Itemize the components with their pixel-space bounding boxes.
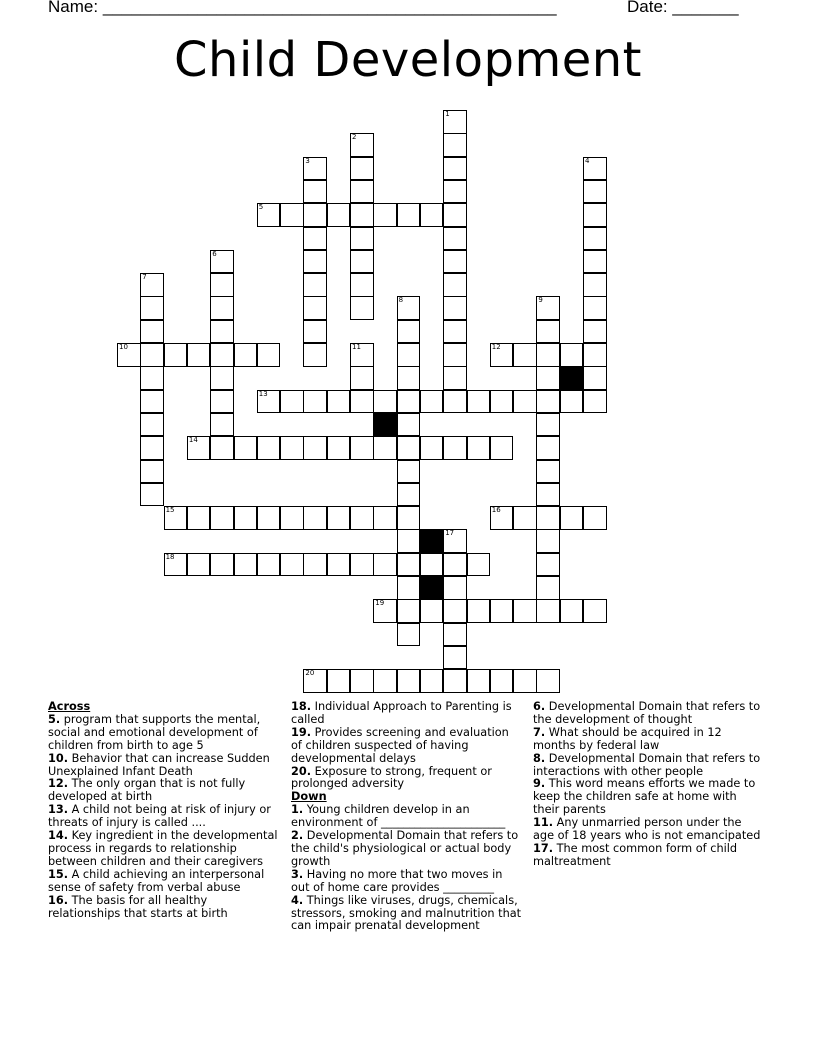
page-title: Child Development	[174, 32, 642, 88]
grid-cell[interactable]	[397, 203, 421, 227]
grid-cell[interactable]	[303, 436, 327, 460]
grid-cell[interactable]	[443, 110, 467, 134]
grid-cell[interactable]	[373, 553, 397, 577]
grid-cell[interactable]	[536, 483, 560, 507]
grid-cell[interactable]	[303, 273, 327, 297]
grid-cell[interactable]	[303, 506, 327, 530]
across-heading: Across	[48, 700, 91, 713]
grid-cell[interactable]	[397, 343, 421, 367]
grid-cell[interactable]	[490, 390, 514, 414]
grid-cell[interactable]	[560, 599, 584, 623]
grid-cell[interactable]	[490, 436, 514, 460]
clue-across-14: 14. Key ingredient in the developmental process in regards to relationship between children and their caregivers	[48, 829, 278, 868]
grid-cell[interactable]	[164, 553, 188, 577]
grid-cell[interactable]	[467, 553, 491, 577]
grid-cell[interactable]	[536, 413, 560, 437]
grid-cell[interactable]	[350, 133, 374, 157]
grid-cell[interactable]	[140, 436, 164, 460]
clue-number-16: 16	[491, 506, 501, 515]
clue-column-1	[48, 701, 280, 920]
clue-down-9: 9. This word means efforts we made to keep the children safe at home with their parents	[533, 777, 756, 817]
grid-cell[interactable]	[303, 669, 327, 693]
grid-cell[interactable]	[536, 506, 560, 530]
grid-cell[interactable]	[536, 460, 560, 484]
grid-cell[interactable]	[583, 506, 607, 530]
clue-across-10: 10. Behavior that can increase Sudden Unexplained Infant Death	[48, 751, 270, 778]
grid-cell[interactable]	[490, 599, 514, 623]
grid-cell[interactable]	[443, 599, 467, 623]
grid-cell[interactable]	[443, 133, 467, 157]
grid-cell[interactable]	[210, 320, 234, 344]
grid-cell[interactable]	[536, 599, 560, 623]
grid-cell[interactable]	[420, 436, 444, 460]
grid-cell[interactable]	[350, 506, 374, 530]
clue-across-18: 18. Individual Approach to Parenting is called	[291, 700, 512, 726]
grid-cell[interactable]	[303, 320, 327, 344]
grid-cell[interactable]	[583, 273, 607, 297]
grid-cell[interactable]	[397, 553, 421, 577]
grid-cell[interactable]	[397, 669, 421, 693]
grid-cell[interactable]	[443, 180, 467, 204]
grid-cell[interactable]	[443, 320, 467, 344]
grid-cell[interactable]	[397, 623, 421, 647]
grid-cell[interactable]	[397, 529, 421, 553]
grid-cell[interactable]	[210, 436, 234, 460]
clue-down-8: 8. Developmental Domain that refers to interactions with other people	[533, 751, 761, 778]
clue-number-19: 19	[375, 599, 385, 608]
clue-across-13: 13. A child not being at risk of injury or threats of injury is called ....	[48, 803, 271, 830]
grid-cell[interactable]	[303, 296, 327, 320]
clue-number-2: 2	[352, 133, 357, 142]
grid-cell[interactable]	[350, 436, 374, 460]
grid-cell[interactable]	[490, 506, 514, 530]
grid-cell[interactable]	[397, 460, 421, 484]
grid-cell[interactable]	[443, 669, 467, 693]
grid-cell[interactable]	[234, 343, 258, 367]
clue-across-5: 5. program that supports the mental, social and emotional development of children from birth to age 5	[48, 712, 261, 752]
grid-cell[interactable]	[536, 366, 560, 390]
grid-cell[interactable]	[373, 599, 397, 623]
clue-number-11: 11	[352, 343, 361, 351]
grid-cell[interactable]	[140, 483, 164, 507]
grid-cell[interactable]	[536, 296, 560, 320]
grid-cell[interactable]	[280, 390, 304, 414]
clue-number-1: 1	[445, 110, 450, 118]
grid-cell[interactable]	[280, 553, 304, 577]
grid-cell[interactable]	[373, 506, 397, 530]
clue-across-20: 20. Exposure to strong, frequent or prolonged adversity	[291, 764, 492, 791]
grid-cell[interactable]	[467, 436, 491, 460]
black-cell	[560, 366, 584, 390]
grid-cell[interactable]	[350, 203, 374, 227]
grid-cell[interactable]	[397, 436, 421, 460]
grid-cell[interactable]	[140, 390, 164, 414]
grid-cell[interactable]	[257, 436, 281, 460]
grid-cell[interactable]	[210, 390, 234, 414]
clue-column-2	[291, 701, 523, 933]
grid-cell[interactable]	[350, 343, 374, 367]
grid-cell[interactable]	[560, 506, 584, 530]
grid-cell[interactable]	[443, 296, 467, 320]
clue-number-3: 3	[305, 156, 310, 165]
grid-cell[interactable]	[443, 529, 467, 553]
grid-cell[interactable]	[467, 390, 491, 414]
grid-cell[interactable]	[467, 599, 491, 623]
grid-cell[interactable]	[420, 390, 444, 414]
grid-cell[interactable]	[210, 413, 234, 437]
grid-cell[interactable]	[327, 436, 351, 460]
grid-cell[interactable]	[420, 599, 444, 623]
clue-number-9: 9	[538, 296, 543, 305]
clue-number-7: 7	[142, 273, 147, 282]
grid-cell[interactable]	[350, 390, 374, 414]
grid-cell[interactable]	[303, 157, 327, 181]
grid-cell[interactable]	[234, 436, 258, 460]
name-line[interactable]: ________________________________________________	[102, 0, 557, 16]
grid-cell[interactable]	[443, 157, 467, 181]
grid-cell[interactable]	[397, 390, 421, 414]
grid-cell[interactable]	[303, 203, 327, 227]
grid-cell[interactable]	[350, 296, 374, 320]
grid-cell[interactable]	[420, 669, 444, 693]
grid-cell[interactable]	[257, 553, 281, 577]
grid-cell[interactable]	[257, 506, 281, 530]
grid-cell[interactable]	[140, 413, 164, 437]
grid-cell[interactable]	[210, 366, 234, 390]
grid-cell[interactable]	[280, 436, 304, 460]
grid-cell[interactable]	[397, 366, 421, 390]
grid-cell[interactable]	[373, 390, 397, 414]
clue-number-17: 17	[445, 529, 455, 538]
grid-cell[interactable]	[536, 343, 560, 367]
grid-cell[interactable]	[164, 343, 188, 367]
grid-cell[interactable]	[583, 180, 607, 204]
grid-cell[interactable]	[303, 553, 327, 577]
grid-cell[interactable]	[210, 250, 234, 274]
date-line[interactable]: _______	[672, 0, 739, 16]
clue-across-12: 12. The only organ that is not fully developed at birth	[48, 777, 246, 804]
grid-cell[interactable]	[350, 553, 374, 577]
grid-cell[interactable]	[117, 343, 141, 367]
grid-cell[interactable]	[327, 553, 351, 577]
grid-cell[interactable]	[583, 390, 607, 414]
grid-cell[interactable]	[140, 296, 164, 320]
clue-down-1: 1. Young children develop in an environment of ______________________	[291, 803, 506, 830]
name-label: Name:	[48, 0, 99, 16]
grid-cell[interactable]	[397, 320, 421, 344]
grid-cell[interactable]	[583, 203, 607, 227]
grid-cell[interactable]	[536, 669, 560, 693]
black-cell	[420, 576, 444, 600]
clue-number-6: 6	[212, 249, 217, 258]
grid-cell[interactable]	[443, 390, 467, 414]
grid-cell[interactable]	[350, 250, 374, 274]
grid-cell[interactable]	[536, 320, 560, 344]
grid-cell[interactable]	[513, 506, 537, 530]
grid-cell[interactable]	[490, 669, 514, 693]
clue-number-15: 15	[165, 506, 175, 515]
grid-cell[interactable]	[234, 553, 258, 577]
clue-number-4: 4	[585, 156, 590, 165]
grid-cell[interactable]	[187, 506, 211, 530]
grid-cell[interactable]	[373, 203, 397, 227]
clue-number-5: 5	[258, 203, 264, 212]
grid-cell[interactable]	[490, 343, 514, 367]
grid-cell[interactable]	[583, 296, 607, 320]
grid-cell[interactable]	[536, 553, 560, 577]
grid-cell[interactable]	[443, 250, 467, 274]
down-heading: Down	[291, 790, 327, 804]
grid-cell[interactable]	[140, 343, 164, 367]
clue-number-12: 12	[491, 343, 501, 351]
grid-cell[interactable]	[583, 250, 607, 274]
grid-cell[interactable]	[257, 390, 281, 414]
grid-cell[interactable]	[303, 390, 327, 414]
grid-cell[interactable]	[397, 296, 421, 320]
grid-cell[interactable]	[583, 320, 607, 344]
grid-cell[interactable]	[467, 669, 491, 693]
grid-cell[interactable]	[443, 553, 467, 577]
grid-cell[interactable]	[303, 250, 327, 274]
grid-cell[interactable]	[350, 227, 374, 251]
grid-cell[interactable]	[257, 203, 281, 227]
grid-cell[interactable]	[350, 180, 374, 204]
grid-cell[interactable]	[210, 273, 234, 297]
clue-down-3: 3. Having no more that two moves in out of home care provides _________	[291, 867, 503, 894]
grid-cell[interactable]	[443, 343, 467, 367]
grid-cell[interactable]	[373, 669, 397, 693]
clue-down-17: 17. The most common form of child maltreatment	[533, 841, 738, 868]
grid-cell[interactable]	[327, 669, 351, 693]
grid-cell[interactable]	[350, 669, 374, 693]
grid-cell[interactable]	[560, 390, 584, 414]
grid-cell[interactable]	[583, 227, 607, 251]
clue-down-11: 11. Any unmarried person under the age of 18 years who is not emancipated	[533, 816, 761, 843]
black-cell	[373, 413, 397, 437]
clue-down-4: 4. Things like viruses, drugs, chemicals, stressors, smoking and malnutrition that can impair prenatal development	[291, 893, 522, 933]
date-label: Date:	[627, 0, 668, 16]
clue-down-2: 2. Developmental Domain that refers to the child's physiological or actual body growth	[291, 829, 519, 868]
clue-down-7: 7. What should be acquired in 12 months by federal law	[533, 725, 722, 752]
grid-cell[interactable]	[420, 203, 444, 227]
grid-cell[interactable]	[303, 180, 327, 204]
grid-cell[interactable]	[280, 203, 304, 227]
grid-cell[interactable]	[583, 157, 607, 181]
grid-cell[interactable]	[583, 599, 607, 623]
grid-cell[interactable]	[536, 436, 560, 460]
grid-cell[interactable]	[560, 343, 584, 367]
grid-cell[interactable]	[140, 273, 164, 297]
grid-cell[interactable]	[583, 343, 607, 367]
clue-number-14: 14	[188, 436, 198, 445]
clue-number-13: 13	[258, 389, 268, 398]
clue-across-15: 15. A child achieving an interpersonal sense of safety from verbal abuse	[48, 867, 265, 894]
grid-cell[interactable]	[187, 553, 211, 577]
grid-cell[interactable]	[536, 576, 560, 600]
grid-cell[interactable]	[187, 343, 211, 367]
clue-across-16: 16. The basis for all healthy relationships that starts at birth	[48, 893, 228, 920]
grid-cell[interactable]	[210, 506, 234, 530]
grid-cell[interactable]	[443, 227, 467, 251]
grid-cell[interactable]	[327, 506, 351, 530]
black-cell	[420, 529, 444, 553]
grid-cell[interactable]	[187, 436, 211, 460]
grid-cell[interactable]	[443, 366, 467, 390]
grid-cell[interactable]	[303, 343, 327, 367]
grid-cell[interactable]	[397, 506, 421, 530]
grid-cell[interactable]	[140, 320, 164, 344]
grid-cell[interactable]	[210, 553, 234, 577]
grid-cell[interactable]	[350, 273, 374, 297]
grid-cell[interactable]	[350, 157, 374, 181]
grid-cell[interactable]	[210, 343, 234, 367]
grid-cell[interactable]	[536, 529, 560, 553]
clue-number-20: 20	[305, 669, 315, 678]
grid-cell[interactable]	[443, 623, 467, 647]
grid-cell[interactable]	[140, 460, 164, 484]
grid-cell[interactable]	[513, 343, 537, 367]
grid-cell[interactable]	[513, 669, 537, 693]
grid-cell[interactable]	[397, 576, 421, 600]
grid-cell[interactable]	[303, 227, 327, 251]
grid-cell[interactable]	[164, 506, 188, 530]
clue-number-10: 10	[119, 343, 128, 351]
grid-cell[interactable]	[513, 599, 537, 623]
grid-cell[interactable]	[397, 483, 421, 507]
grid-cell[interactable]	[257, 343, 281, 367]
grid-cell[interactable]	[443, 273, 467, 297]
clue-down-6: 6. Developmental Domain that refers to the development of thought	[533, 700, 761, 726]
clue-number-18: 18	[165, 552, 175, 561]
grid-cell[interactable]	[397, 599, 421, 623]
grid-cell[interactable]	[443, 576, 467, 600]
grid-cell[interactable]	[443, 203, 467, 227]
grid-cell[interactable]	[420, 553, 444, 577]
grid-cell[interactable]	[140, 366, 164, 390]
grid-cell[interactable]	[536, 390, 560, 414]
grid-cell[interactable]	[327, 390, 351, 414]
grid-cell[interactable]	[397, 413, 421, 437]
clue-column-3	[533, 701, 765, 869]
grid-cell[interactable]	[583, 366, 607, 390]
grid-cell[interactable]	[234, 506, 258, 530]
grid-cell[interactable]	[513, 390, 537, 414]
clue-number-8: 8	[398, 296, 404, 305]
grid-cell[interactable]	[373, 436, 397, 460]
grid-cell[interactable]	[327, 203, 351, 227]
grid-cell[interactable]	[210, 296, 234, 320]
clue-across-19: 19. Provides screening and evaluation of children suspected of having developmental delays	[291, 725, 509, 765]
grid-cell[interactable]	[350, 366, 374, 390]
grid-cell[interactable]	[443, 646, 467, 670]
grid-cell[interactable]	[280, 506, 304, 530]
grid-cell[interactable]	[443, 436, 467, 460]
